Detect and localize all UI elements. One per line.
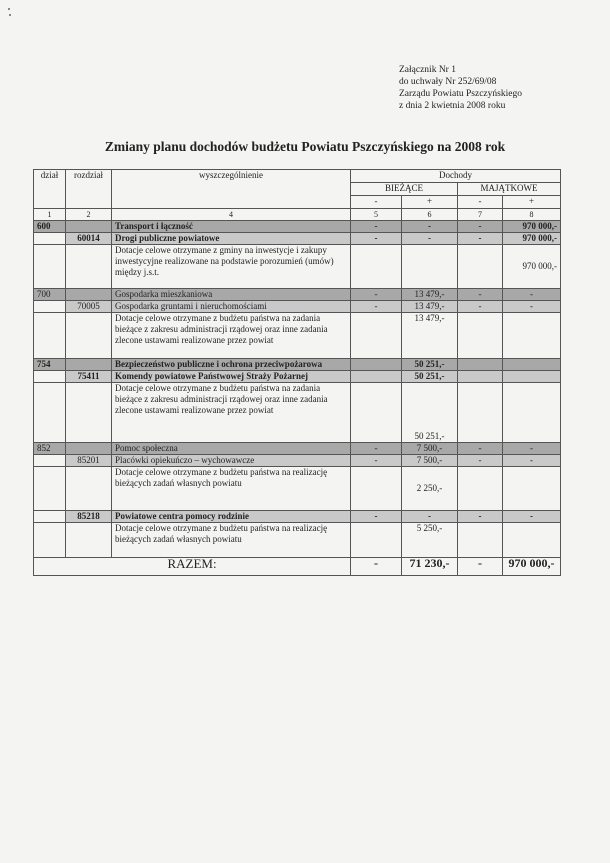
value-cell: - [351, 221, 402, 233]
value-cell [402, 245, 458, 289]
description-cell: Dotacje celowe otrzymane z budżetu państwa na zadania bieżące z zakresu administracji rządowej oraz inne zadania zlecone ustawami realizowane przez powiat [112, 313, 351, 359]
rozdzial-cell: 75411 [66, 371, 112, 383]
header-row [34, 170, 561, 183]
table-row [34, 511, 561, 523]
rozdzial-cell [66, 523, 112, 558]
value-cell: 970 000,- [503, 245, 561, 289]
value-cell [351, 467, 402, 511]
rozdzial-cell [66, 443, 112, 455]
header-dzial: dział [34, 170, 66, 209]
value-cell: 13 479,- [402, 301, 458, 313]
column-number-row [34, 209, 561, 221]
table-row [34, 359, 561, 371]
value-cell: - [458, 221, 503, 233]
value-cell: - [458, 289, 503, 301]
name-cell: Placówki opiekuńczo – wychowawcze [112, 455, 351, 467]
value-cell: - [351, 289, 402, 301]
value-cell: - [351, 511, 402, 523]
rozdzial-cell [66, 245, 112, 289]
total-value: - [351, 558, 402, 576]
table-row [34, 523, 561, 558]
value-cell: - [458, 301, 503, 313]
rozdzial-cell: 85201 [66, 455, 112, 467]
value-cell [351, 371, 402, 383]
rozdzial-cell: 85218 [66, 511, 112, 523]
value-cell: - [503, 301, 561, 313]
value-cell [458, 245, 503, 289]
value-cell: 50 251,- [402, 359, 458, 371]
rozdzial-cell [66, 313, 112, 359]
value-cell [503, 383, 561, 443]
description-cell: Dotacje celowe otrzymane z budżetu państwa na realizację bieżących zadań własnych powiatu [112, 523, 351, 558]
name-cell: Pomoc społeczna [112, 443, 351, 455]
dzial-cell [34, 383, 66, 443]
header-plus: + [402, 196, 458, 209]
dzial-cell [34, 511, 66, 523]
value-cell: - [458, 455, 503, 467]
col-number: 6 [402, 209, 458, 221]
annex-line: Zarządu Powiatu Pszczyńskiego [399, 89, 522, 99]
table-row [34, 443, 561, 455]
header-plus: + [503, 196, 561, 209]
table-row [34, 383, 561, 443]
header-rozdzial: rozdział [66, 170, 112, 209]
dzial-cell [34, 313, 66, 359]
value-cell: 50 251,- [402, 371, 458, 383]
value-cell [351, 523, 402, 558]
col-number: 4 [112, 209, 351, 221]
value-cell [351, 383, 402, 443]
value-cell: - [458, 511, 503, 523]
name-cell: Bezpieczeństwo publiczne i ochrona przeciwpożarowa [112, 359, 351, 371]
value-cell [503, 467, 561, 511]
value-cell: 13 479,- [402, 313, 458, 359]
description-cell: Dotacje celowe otrzymane z budżetu państwa na zadania bieżące z zakresu administracji rządowej oraz inne zadania zlecone ustawami realizowane przez powiat [112, 383, 351, 443]
name-cell: Transport i łączność [112, 221, 351, 233]
value-cell: - [503, 511, 561, 523]
name-cell: Powiatowe centra pomocy rodzinie [112, 511, 351, 523]
value-cell [351, 359, 402, 371]
rozdzial-cell [66, 359, 112, 371]
value-cell: 5 250,- [402, 523, 458, 558]
rozdzial-cell [66, 221, 112, 233]
table-row [34, 301, 561, 313]
header-wyszczegolnienie: wyszczególnienie [112, 170, 351, 209]
col-number: 5 [351, 209, 402, 221]
value-cell [351, 313, 402, 359]
name-cell: Drogi publiczne powiatowe [112, 233, 351, 245]
value-cell: 970 000,- [503, 233, 561, 245]
table-row [34, 221, 561, 233]
annex-header [399, 64, 522, 112]
header-minus: - [351, 196, 402, 209]
dzial-cell [34, 523, 66, 558]
annex-line: do uchwały Nr 252/69/08 [399, 77, 497, 87]
table-row [34, 289, 561, 301]
total-row [34, 558, 561, 576]
scan-speck [9, 14, 11, 16]
header-biezace: BIEŻĄCE [351, 183, 458, 196]
value-cell: 50 251,- [402, 383, 458, 443]
total-value: 71 230,- [402, 558, 458, 576]
page-title: Zmiany planu dochodów budżetu Powiatu Pszczyńskiego na 2008 rok [104, 139, 506, 154]
total-label: RAZEM: [34, 558, 351, 576]
rozdzial-cell [66, 383, 112, 443]
value-cell: 13 479,- [402, 289, 458, 301]
rozdzial-cell: 60014 [66, 233, 112, 245]
name-cell: Komendy powiatowe Państwowej Straży Pożarnej [112, 371, 351, 383]
col-number: 2 [66, 209, 112, 221]
value-cell [503, 371, 561, 383]
dzial-cell [34, 233, 66, 245]
header-minus: - [458, 196, 503, 209]
annex-line: z dnia 2 kwietnia 2008 roku [399, 101, 506, 111]
value-cell [503, 359, 561, 371]
value-cell: - [402, 511, 458, 523]
col-number: 1 [34, 209, 66, 221]
table-row [34, 245, 561, 289]
value-cell: 7 500,- [402, 455, 458, 467]
value-cell: - [351, 301, 402, 313]
table-row [34, 233, 561, 245]
dzial-cell [34, 245, 66, 289]
value-cell [458, 313, 503, 359]
value-cell: 2 250,- [402, 467, 458, 511]
value-cell: - [351, 233, 402, 245]
value-cell [503, 313, 561, 359]
table-row [34, 371, 561, 383]
value-cell [458, 467, 503, 511]
value-cell: - [402, 221, 458, 233]
dzial-cell [34, 455, 66, 467]
name-cell: Gospodarka mieszkaniowa [112, 289, 351, 301]
header-dochody: Dochody [351, 170, 561, 183]
rozdzial-cell: 70005 [66, 301, 112, 313]
rozdzial-cell [66, 467, 112, 511]
description-cell: Dotacje celowe otrzymane z budżetu państwa na realizację bieżących zadań własnych powiatu [112, 467, 351, 511]
table-row [34, 467, 561, 511]
value-cell [351, 245, 402, 289]
rozdzial-cell [66, 289, 112, 301]
scan-speck [8, 8, 10, 10]
dzial-cell: 700 [34, 289, 66, 301]
budget-table [33, 169, 561, 576]
value-cell: 970 000,- [503, 221, 561, 233]
description-cell: Dotacje celowe otrzymane z gminy na inwestycje i zakupy inwestycyjne realizowane na podstawie porozumień (umów) między j.s.t. [112, 245, 351, 289]
annex-line: Załącznik Nr 1 [399, 65, 456, 75]
value-cell [503, 523, 561, 558]
value-cell: - [351, 443, 402, 455]
value-cell [458, 371, 503, 383]
col-number: 8 [503, 209, 561, 221]
col-number: 7 [458, 209, 503, 221]
name-cell: Gospodarka gruntami i nieruchomościami [112, 301, 351, 313]
value-cell: - [351, 455, 402, 467]
header-majatkowe: MAJĄTKOWE [458, 183, 561, 196]
dzial-cell: 852 [34, 443, 66, 455]
value-cell: - [458, 443, 503, 455]
value-cell: - [503, 289, 561, 301]
dzial-cell: 600 [34, 221, 66, 233]
dzial-cell [34, 301, 66, 313]
value-cell: 7 500,- [402, 443, 458, 455]
total-value: - [458, 558, 503, 576]
table-row [34, 313, 561, 359]
value-cell [458, 383, 503, 443]
total-value: 970 000,- [503, 558, 561, 576]
value-cell: - [458, 233, 503, 245]
value-cell: - [503, 455, 561, 467]
value-cell: - [402, 233, 458, 245]
dzial-cell [34, 371, 66, 383]
table-row [34, 455, 561, 467]
value-cell [458, 523, 503, 558]
dzial-cell [34, 467, 66, 511]
value-cell: - [503, 443, 561, 455]
dzial-cell: 754 [34, 359, 66, 371]
value-cell [458, 359, 503, 371]
